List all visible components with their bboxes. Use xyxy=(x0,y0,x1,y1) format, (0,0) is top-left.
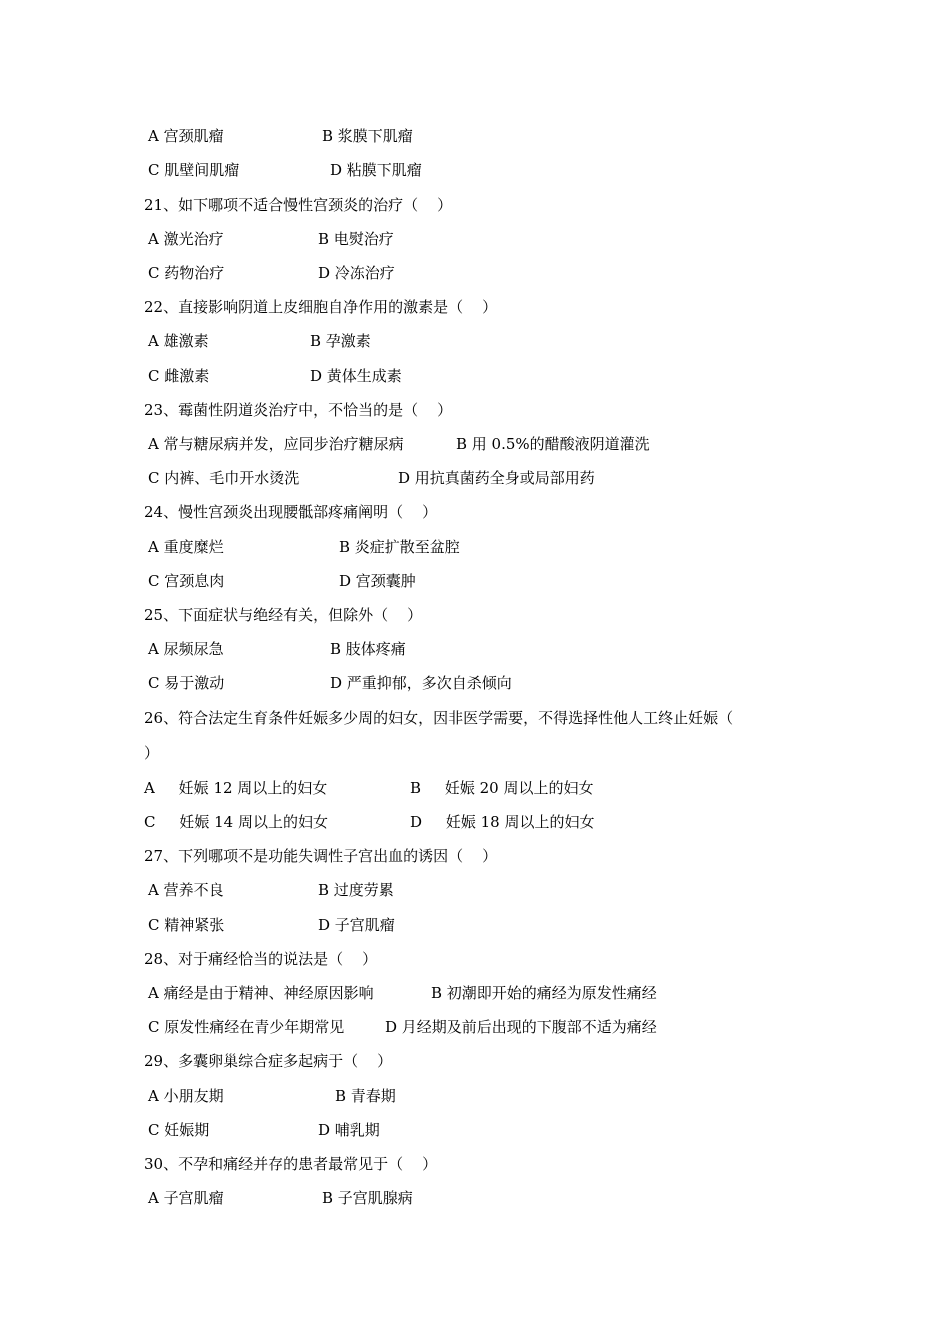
option-c: C 妊娠 14 周以上的妇女 xyxy=(144,813,328,831)
option-c: C 药物治疗 xyxy=(148,264,225,282)
option-a: A 宫颈肌瘤 xyxy=(148,127,224,145)
question-25: 25、下面症状与绝经有关，但除外（ ） xyxy=(144,606,423,624)
option-b: B 初潮即开始的痛经为原发性痛经 xyxy=(431,984,657,1002)
option-c: C 宫颈息肉 xyxy=(148,572,225,590)
option-c: C 雌激素 xyxy=(148,367,210,385)
option-d: D 宫颈囊肿 xyxy=(339,572,416,590)
option-a: A 激光治疗 xyxy=(148,230,224,248)
option-c: C 内裤、毛巾开水烫洗 xyxy=(148,469,300,487)
option-b: B 用 0.5%的醋酸液阴道灌洗 xyxy=(456,435,650,453)
option-d: D 子宫肌瘤 xyxy=(318,916,395,934)
question-24: 24、慢性宫颈炎出现腰骶部疼痛阐明（ ） xyxy=(144,503,438,521)
option-d: D 黄体生成素 xyxy=(310,367,402,385)
question-27: 27、下列哪项不是功能失调性子宫出血的诱因（ ） xyxy=(144,847,498,865)
option-d: D 用抗真菌药全身或局部用药 xyxy=(398,469,595,487)
option-a: A 常与糖尿病并发，应同步治疗糖尿病 xyxy=(148,435,404,453)
option-a: A 子宫肌瘤 xyxy=(148,1189,224,1207)
option-a: A 营养不良 xyxy=(148,881,224,899)
option-c: C 妊娠期 xyxy=(148,1121,210,1139)
option-b: B 电熨治疗 xyxy=(318,230,394,248)
option-b: B 浆膜下肌瘤 xyxy=(322,127,413,145)
option-b: B 孕激素 xyxy=(310,332,371,350)
option-c: C 易于激动 xyxy=(148,674,225,692)
option-b: B 肢体疼痛 xyxy=(330,640,406,658)
option-b: B 子宫肌腺病 xyxy=(322,1189,413,1207)
option-b: B 青春期 xyxy=(335,1087,396,1105)
option-d: D 严重抑郁，多次自杀倾向 xyxy=(330,674,512,692)
option-d: D 粘膜下肌瘤 xyxy=(330,161,422,179)
question-21: 21、如下哪项不适合慢性宫颈炎的治疗（ ） xyxy=(144,196,453,214)
option-d: D 哺乳期 xyxy=(318,1121,380,1139)
option-b: B 妊娠 20 周以上的妇女 xyxy=(410,779,594,797)
option-a: A 雄激素 xyxy=(148,332,209,350)
question-30: 30、不孕和痛经并存的患者最常见于（ ） xyxy=(144,1155,438,1173)
option-d: D 月经期及前后出现的下腹部不适为痛经 xyxy=(385,1018,657,1036)
question-29: 29、多囊卵巢综合症多起病于（ ） xyxy=(144,1052,393,1070)
question-26: 26、符合法定生育条件妊娠多少周的妇女，因非医学需要，不得选择性他人工终止妊娠（ xyxy=(144,709,734,727)
option-a: A 痛经是由于精神、神经原因影响 xyxy=(148,984,374,1002)
option-b: B 过度劳累 xyxy=(318,881,394,899)
option-c: C 原发性痛经在青少年期常见 xyxy=(148,1018,345,1036)
option-c: C 精神紧张 xyxy=(148,916,225,934)
option-b: B 炎症扩散至盆腔 xyxy=(339,538,460,556)
option-a: A 重度糜烂 xyxy=(148,538,224,556)
question-23: 23、霉菌性阴道炎治疗中，不恰当的是（ ） xyxy=(144,401,453,419)
option-a: A 小朋友期 xyxy=(148,1087,224,1105)
option-d: D 妊娠 18 周以上的妇女 xyxy=(410,813,595,831)
question-22: 22、直接影响阴道上皮细胞自净作用的激素是（ ） xyxy=(144,298,498,316)
option-d: D 冷冻治疗 xyxy=(318,264,395,282)
question-26-continued: ） xyxy=(144,744,160,762)
option-a: A 妊娠 12 周以上的妇女 xyxy=(144,779,328,797)
option-a: A 尿频尿急 xyxy=(148,640,224,658)
option-c: C 肌壁间肌瘤 xyxy=(148,161,240,179)
question-28: 28、对于痛经恰当的说法是（ ） xyxy=(144,950,378,968)
